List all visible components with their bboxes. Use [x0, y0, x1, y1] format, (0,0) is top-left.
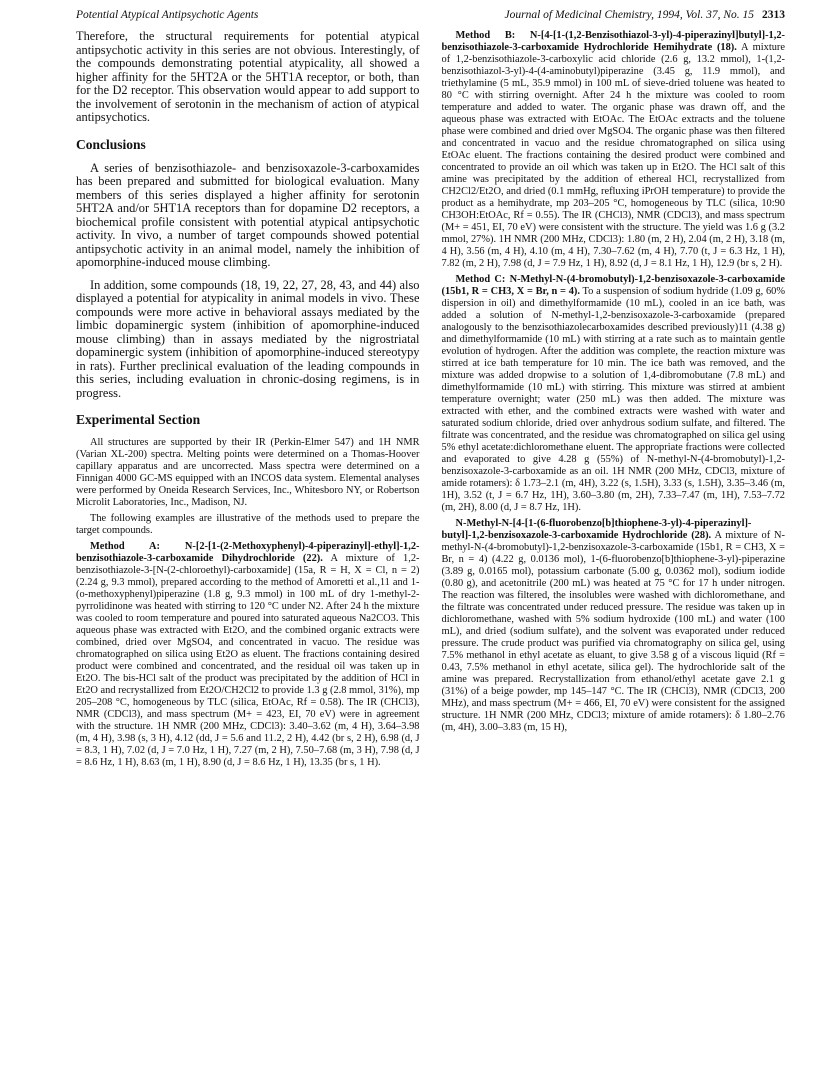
- method-c-text: To a suspension of sodium hydride (1.09 g, 60% dispersion in oil) and dimethylformamide (10 mL), cooled in an ice bath, was added a solution of N-methyl-1,2-benzisoxazole-3-carboxamide (prepared analogously to the benzisothiazolecarboxamides described previously)11 (4.38 g) and dimethylformamide (10 mL) with stirring at a rate such as to maintain gentle evolution of hydrogen. After the addition was complete, the reaction mixture was stirred at ice bath temperature for 10 min. The ice bath was removed, and the mixture was added dropwise to a solution of 1,4-dibromobutane (7.8 mL) and dimethylformamide (10 mL) with stirring. This mixture was stirred at ambient temperature overnight; water (250 mL) was then added. The mixture was extracted with ether, and the combined extracts were washed with water and saturated sodium chloride, dried over anhydrous sodium sulfate, and filtered. The filtrate was concentrated, and the residue was chromatographed on silica gel using 5% ethyl acetate:dichloromethane eluent. The appropriate fractions were collected and evaporated to give 4.28 g (55%) of N-methyl-N-(4-bromobutyl)-1,2-benzisoxazole-3-carboxamide as an oil. 1H NMR (200 MHz, CDCl3, mixture of amide rotamers): δ 1.73–2.1 (m, 4H), 3.22 (s, 1.5H), 3.33 (s, 1.5H), 3.35–3.46 (m, 1H), 3.52 (t, J = 6.7 Hz, 1H), 3.60–3.80 (m, 2H), 7.33–7.47 (m, 1H), 7.53–7.72 (m, 2H), 8.00 (d, J = 8.7 Hz, 1H).: [441, 286, 785, 513]
- experimental-paragraph-1: All structures are supported by their IR (Perkin-Elmer 547) and 1H NMR (Varian XL-200) spectra. Melting points were determined on a Thomas-Hoover capillary apparatus and are uncorrected. Mass spectra were determined on a Finnigan 4000 GC-MS equipped with an INCOS data system. Elemental analyses were performed by Oneida Research Services, Inc., Whitesboro NY, or Robertson Microlit Laboratories, Inc., Madison, NJ.: [76, 437, 420, 508]
- intro-paragraph: Therefore, the structural requirements for potential atypical antipsychotic activity in this series are not obvious. Interestingly, of the compounds demonstrating potential atypicality, all showed a higher affinity for the 5HT2A or the 5HT1A receptor, or both, than for the D2 receptor. This observation would appear to add support to the involvement of serotonin in the mechanism of action of atypical antipsychotics.: [76, 30, 420, 124]
- compound-28-title: N-Methyl-N-[4-[1-(6-fluorobenzo[b]thiophene-3-yl)-4-piperazinyl]-butyl]-1,2-benzisoxazole-3-carboxamide Hydrochloride (28).: [441, 518, 752, 541]
- conclusions-paragraph-2: In addition, some compounds (18, 19, 22, 27, 28, 43, and 44) also displayed a potential for atypicality in animal models in vivo. These compounds were more active in behavioral assays mediated by the limbic dopaminergic system (inhibition of apomorphine-induced mouse climbing) than in assays mediated by the nigrostriatal dopaminergic system (inhibition of apomorphine-induced stereotypy in rats). Further preclinical evaluation of the leading compounds in this series, including evaluation in chronic-dosing regimens, is in progress.: [76, 277, 420, 400]
- left-column: [76, 30, 420, 1063]
- experimental-paragraph-2: The following examples are illustrative of the methods used to prepare the target compounds.: [76, 513, 420, 536]
- method-a-paragraph: [76, 541, 420, 769]
- conclusions-paragraph-1: A series of benzisothiazole- and benzisoxazole-3-carboxamides has been prepared and submitted for biological evaluation. Many members of this series displayed a higher affinity for serotonin 5HT2A and/or 5HT1A receptors than for dopamine D2 receptors, a biochemical profile consistent with potential atypical antipsychotic activity. In vivo, a number of target compounds showed potential antipsychotic activity in an animal model, namely the inhibition of apomorphine-induced mouse climbing.: [76, 160, 420, 269]
- experimental-heading: Experimental Section: [76, 412, 201, 427]
- compound-28-text: A mixture of N-methyl-N-(4-bromobutyl)-1,2-benzisoxazole-3-carboxamide (15b1, R = CH3, X = Br, n = 4) (4.22 g, 0.0136 mol), 1-(6-fluorobenzo[b]thiophene-3-yl)-piperazine (3.89 g, 0.0165 mol), potassium carbonate (5.00 g, 0.0362 mol), sodium iodide (0.80 g), and acetonitrile (200 mL) was heated at 75 °C for 17 h under nitrogen. The reaction was filtered, the insolubles were washed with dichloromethane, and the filtrate was concentrated under reduced pressure. The residue was taken up in dichloromethane, washed with 5% sodium hydroxide (100 mL) and water (100 mL), and dried (sodium sulfate), and the solvent was evaporated under reduced pressure. The crude product was purified via chromatography on silica gel, using 7.5% methanol in ethyl acetate as eluant, to give 3.58 g of a viscous liquid (Rf = 0.43, 7.5% methanol in ethyl acetate, silica gel). The hydrochloride salt of the amine was prepared. Recrystallization from ethanol/ethyl acetate gave 2.1 g (31%) of a beige powder, mp 145–147 °C. The IR (CHCl3), NMR (CDCl3, 200 MHz), and mass spectrum (M+ = 466, EI, 70 eV) were consistent for the assigned structure. 1H NMR (200 MHz, CDCl3; mixture of amide rotamers): δ 1.80–2.76 (m, 4H), 3.00–3.83 (m, 15 H),: [441, 530, 785, 733]
- running-head-right: [505, 9, 785, 21]
- two-column-body: [76, 30, 785, 1063]
- method-b-title: Method B: N-[4-[1-(1,2-Benzisothiazol-3-yl)-4-piperazinyl]butyl]-1,2-benzisothiazole-3-carboxamide Hydrochloride Hemihydrate (18).: [441, 30, 785, 53]
- method-a-title: Method A: N-[2-[1-(2-Methoxyphenyl)-4-piperazinyl]-ethyl]-1,2-benzisothiazole-3-carboxamide Dihydrochloride (22).: [76, 541, 420, 564]
- method-c-title: Method C: N-Methyl-N-(4-bromobutyl)-1,2-benzisoxazole-3-carboxamide (15b1, R = CH3, X = Br, n = 4).: [441, 274, 785, 297]
- method-c-paragraph: [442, 274, 786, 514]
- method-b-paragraph: [442, 30, 786, 270]
- method-a-text: A mixture of 1,2-benzisothiazole-3-[N-(2-chloroethyl)-carboxamide] (15a, R = H, X = Cl, n = 2) (2.24 g, 9.3 mmol), prepared according to the method of Amoretti et al.,11 and 1-(o-methoxyphenyl)piperazine (1.8 g, 9.3 mmol) in 100 mL of dry 1-methyl-2-pyrrolidinone was heated with stirring to 120 °C under N2. After 24 h the mixture was cooled to room temperature and poured into saturated aqueous Na2CO3. This aqueous phase was extracted with Et2O, and the combined organic extracts were combined, dried over MgSO4, and concentrated in vacuo. The residue was chromatographed on silica using Et2O as eluent. The fractions containing desired product were combined and concentrated, and the residual oil was taken up in Et2O. The bis-HCl salt of the product was precipitated by the addition of HCl in Et2O and recrystallized from Et2O/CH2Cl2 to provide 1.3 g (2.8 mmol, 31%), mp 205–208 °C, homogeneous by TLC (silica, EtOAc, Rf = 0.58). The IR (CHCl3), NMR (CDCl3), and mass spectrum (M+ = 423, EI, 70 eV) were in agreement with the structure. 1H NMR (200 MHz, CDCl3): 3.40–3.62 (m, 4 H), 3.64–3.98 (m, 4 H), 3.98 (s, 3 H), 4.12 (dd, J = 5.6 and 11.2, 2 H), 4.42 (br s, 2 H), 6.98 (d, J = 8.3, 1 H), 7.02 (d, J = 7.0 Hz, 1 H), 7.27 (m, 2 H), 7.50–7.68 (m, 3 H), 7.98 (d, J = 8.6 Hz, 1 H), 8.63 (m, 1 H), 8.90 (d, J = 8.6 Hz, 1 H), 13.35 (br s, 1 H).: [76, 553, 420, 768]
- journal-citation: Journal of Medicinal Chemistry, 1994, Vol. 37, No. 15: [504, 9, 754, 21]
- right-column: [442, 30, 786, 1063]
- compound-28-paragraph: [442, 518, 786, 734]
- running-head-left: Potential Atypical Antipsychotic Agents: [76, 9, 259, 21]
- running-head: [76, 9, 785, 25]
- conclusions-heading: Conclusions: [76, 136, 146, 152]
- page-number: 2313: [762, 9, 785, 21]
- method-b-text: A mixture of 1,2-benzisothiazole-3-carboxylic acid chloride (2.6 g, 13.2 mmol), 1-(1,2-benzisothiazol-3-yl)-4-(4-aminobutyl)piperazine (3.45 g, 11.9 mmol), and triethylamine (5 mL, 35.9 mmol) in 100 mL of sieve-dried toluene was heated to 80 °C with stirring overnight. After 24 h the mixture was cooled to room temperature and added to water. The organic phase was drawn off, and the aqueous phase was extracted with EtOAc. The EtOAc extracts and the toluene phase were combined and dried over MgSO4. The organic phase was then filtered and concentrated in vacuo and the residue chromatographed on silica using EtOAc eluent. The fractions containing the desired product were combined and concentrated to provide an oil which was taken up in Et2O. The HCl salt of this amine was precipitated by the addition of ethereal HCl, recrystallized from CH2Cl2/Et2O, and dried (0.1 mmHg, refluxing iPrOH temperature) to provide the product as a hemihydrate, mp 203–205 °C, homogeneous by TLC (silica, 10:90 CH3OH:EtOAc, Rf = 0.55). The IR (CHCl3), NMR (CDCl3), and mass spectrum (M+ = 451, EI, 70 eV) were consistent with the structure. The yield was 1.6 g (3.2 mmol, 27%). 1H NMR (200 MHz, CDCl3): 1.80 (m, 2 H), 2.04 (m, 2 H), 3.18 (m, 4 H), 3.56 (m, 4 H), 4.10 (m, 4 H), 7.30–7.62 (m, 4 H), 7.70 (t, J = 6.3 Hz, 1 H), 7.82 (m, 2 H), 7.98 (d, J = 7.9 Hz, 1 H), 8.92 (d, J = 8.1 Hz, 1 H), 12.9 (br s, 2 H).: [441, 42, 785, 269]
